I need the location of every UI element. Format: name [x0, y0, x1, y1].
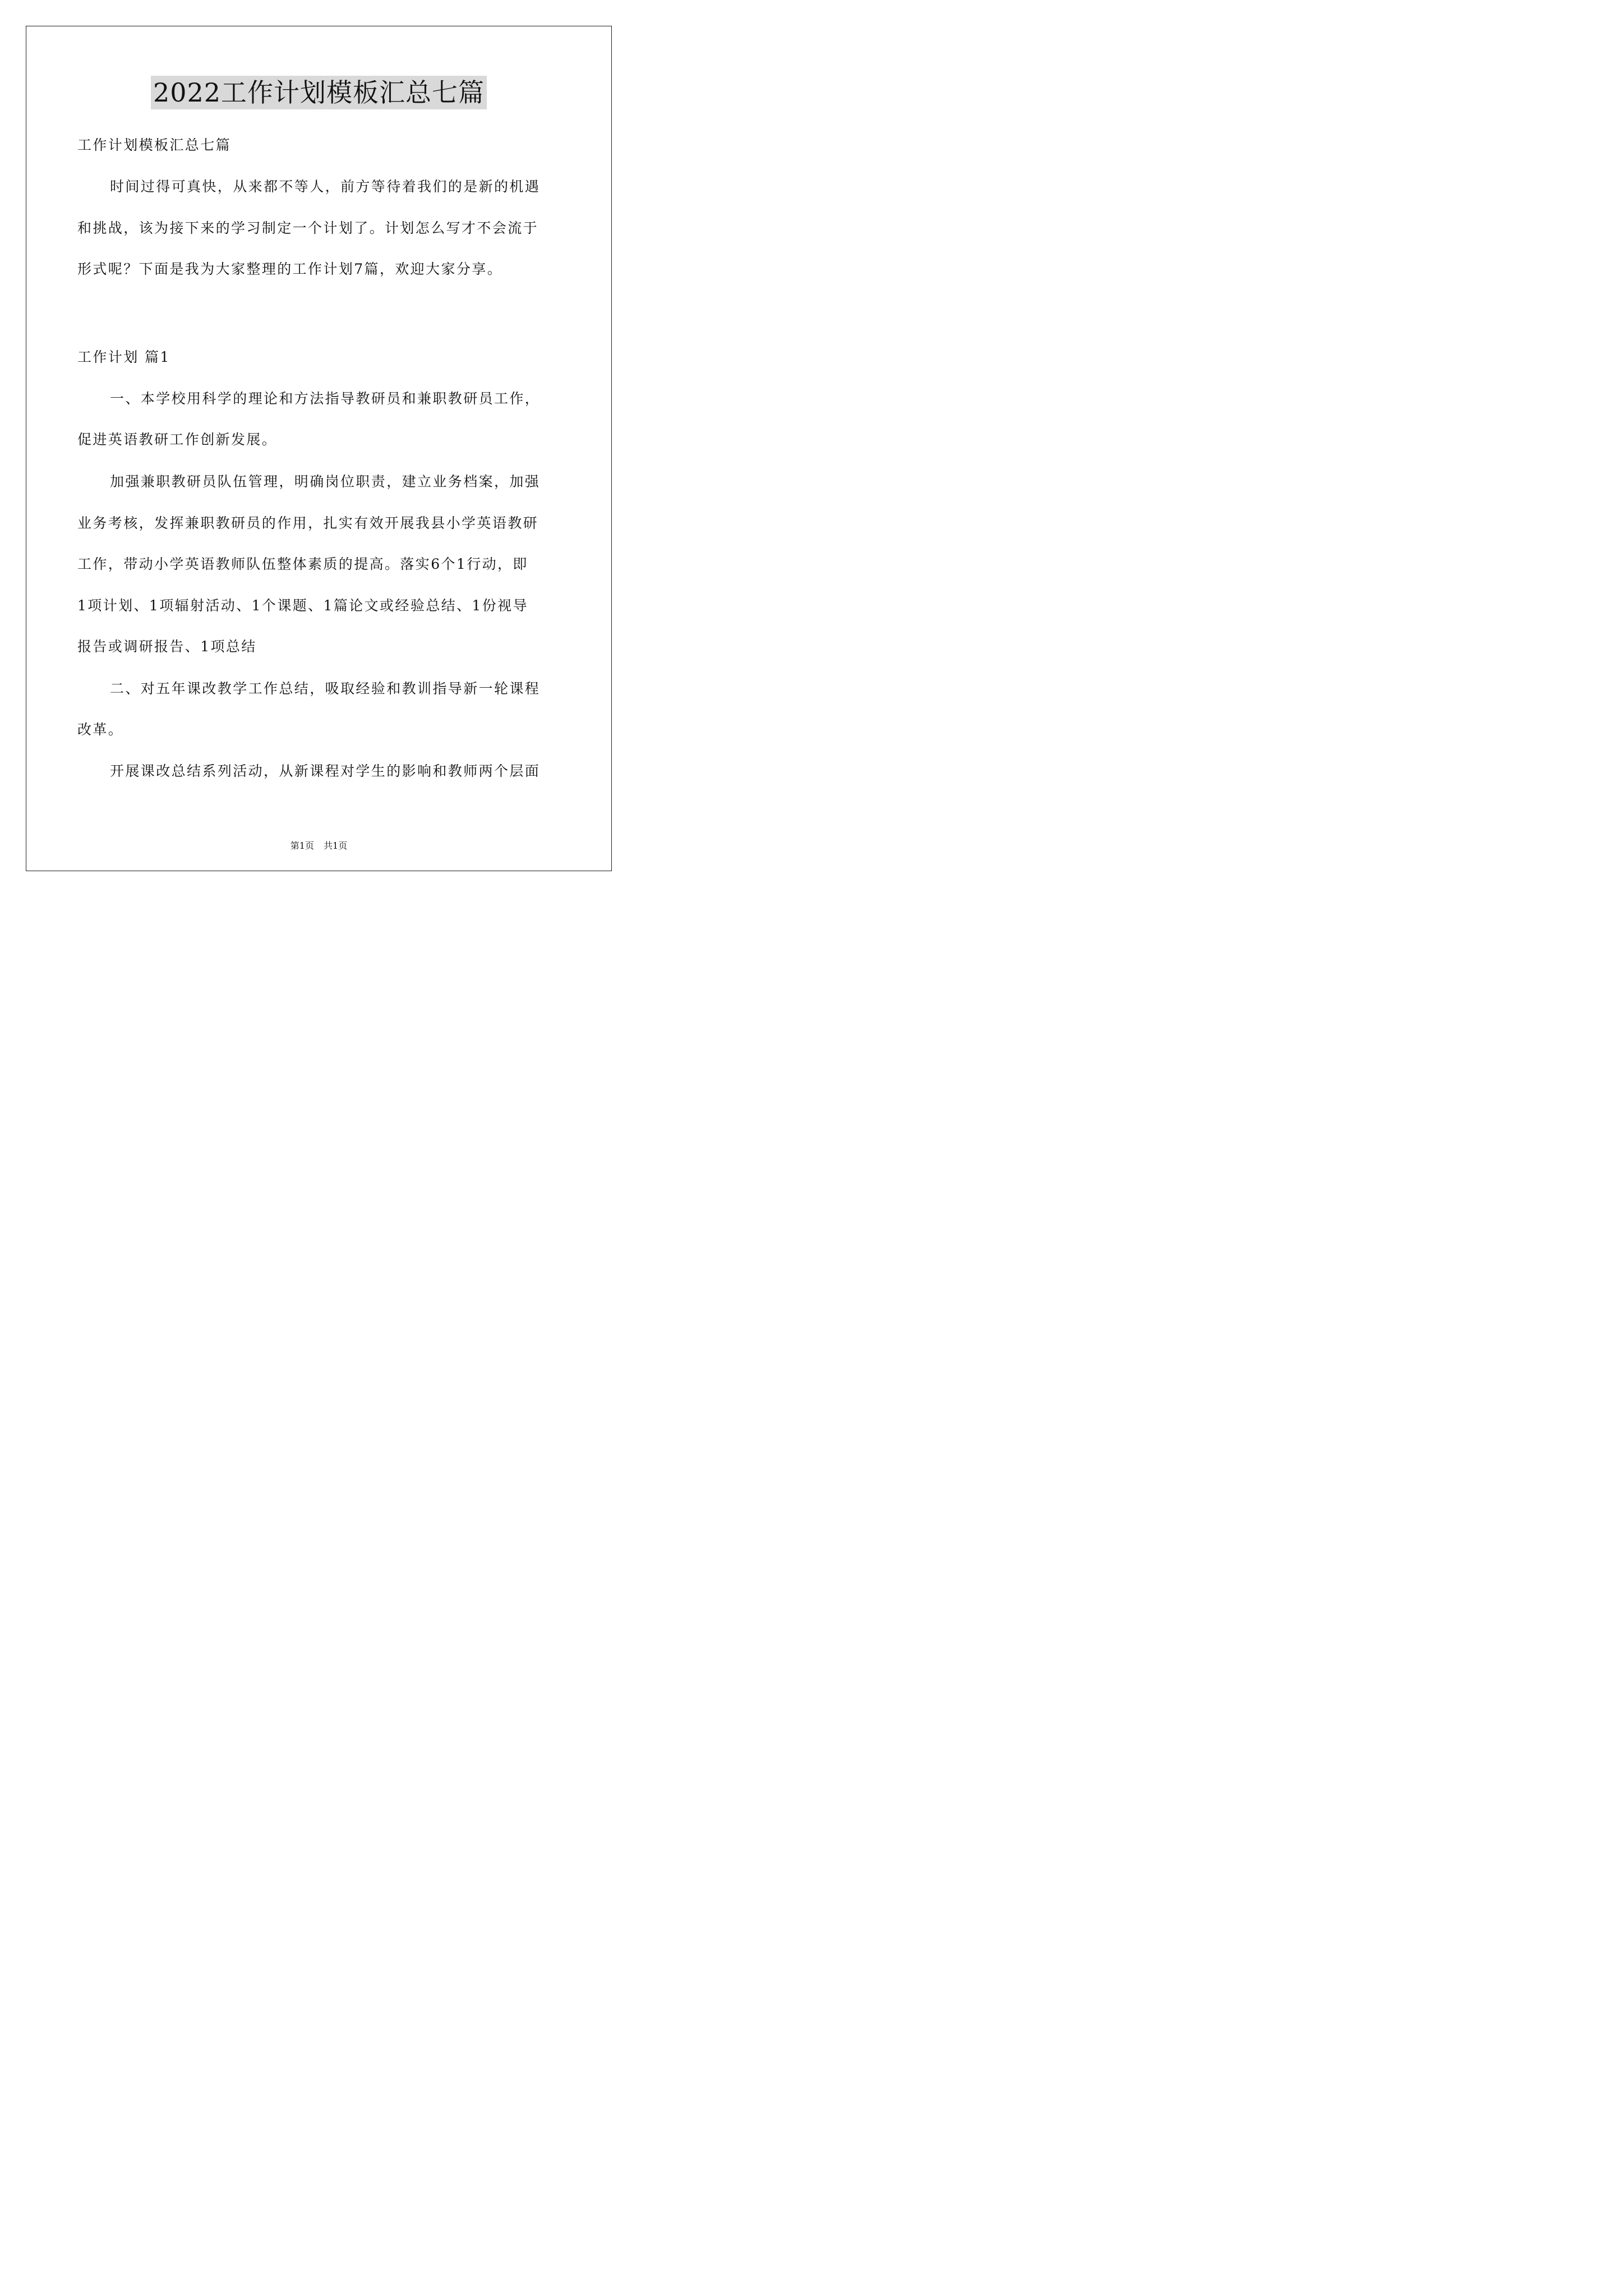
page-number-total: 共1页	[324, 840, 348, 851]
paragraph-line: 时间过得可真快，从来都不等人，前方等待着我们的是新的机遇	[110, 178, 541, 195]
paragraph-line: 改革。	[77, 721, 124, 738]
paragraph-line: 报告或调研报告、1项总结	[77, 638, 257, 655]
paragraph-line: 工作，带动小学英语教师队伍整体素质的提高。落实6个1行动，即	[77, 556, 528, 572]
title-container	[0, 76, 638, 109]
paragraph-line: 二、对五年课改教学工作总结，吸取经验和教训指导新一轮课程	[110, 680, 541, 697]
document-title: 2022工作计划模板汇总七篇	[151, 76, 487, 109]
paragraph-line: 和挑战，该为接下来的学习制定一个计划了。计划怎么写才不会流于	[77, 220, 539, 236]
page-footer	[0, 840, 638, 852]
paragraph-line: 一、本学校用科学的理论和方法指导教研员和兼职教研员工作，	[110, 390, 541, 407]
page-number-current: 第1页	[290, 840, 314, 851]
paragraph-line: 加强兼职教研员队伍管理，明确岗位职责，建立业务档案，加强	[110, 473, 541, 490]
section-heading: 工作计划 篇1	[77, 349, 170, 365]
paragraph-line: 1项计划、1项辐射活动、1个课题、1篇论文或经验总结、1份视导	[77, 597, 528, 614]
paragraph-line: 形式呢？下面是我为大家整理的工作计划7篇，欢迎大家分享。	[77, 261, 503, 277]
paragraph-line: 促进英语教研工作创新发展。	[77, 431, 278, 448]
subtitle-line: 工作计划模板汇总七篇	[77, 137, 232, 153]
paragraph-line: 业务考核，发挥兼职教研员的作用，扎实有效开展我县小学英语教研	[77, 515, 539, 531]
paragraph-line: 开展课改总结系列活动，从新课程对学生的影响和教师两个层面	[110, 763, 541, 779]
